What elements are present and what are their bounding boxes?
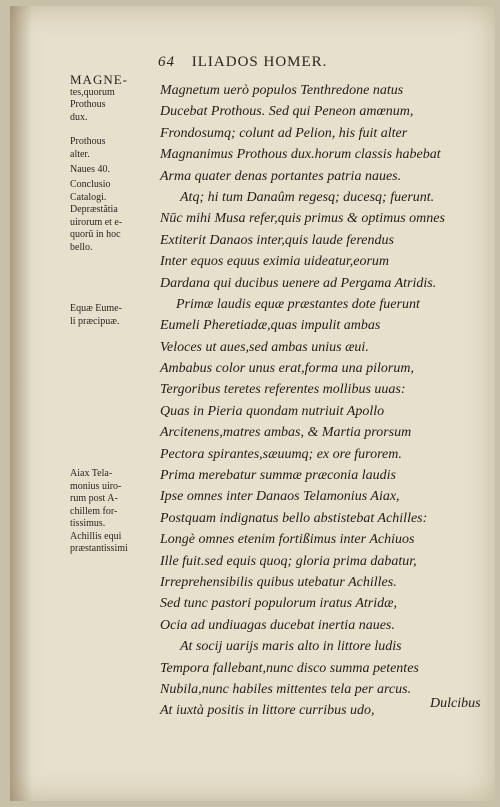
margin-line: dux. — [70, 111, 88, 123]
margin-line: monius uiro- — [70, 480, 122, 492]
margin-line: Depræstãtia — [70, 204, 118, 215]
verse-line: Extiterit Danaos inter,quis laude ferendus — [160, 232, 394, 248]
margin-line: chillem for- — [70, 505, 118, 517]
verse-line: Prima merebatur summæ præconia laudis — [160, 468, 396, 484]
marginal-note-aiax — [70, 468, 146, 556]
verse-line: Nūc mihi Musa refer,quis primus & optimus omnes — [160, 211, 445, 227]
margin-line: Aiax Tela- — [70, 468, 113, 479]
verse-line: Inter equos equus eximia uideatur,eorum — [160, 254, 390, 270]
page-gutter-shadow — [10, 6, 32, 801]
verse-line: Magnanimus Prothous dux.horum classis habebat — [160, 147, 441, 163]
margin-line: bello. — [70, 241, 93, 253]
verse-line: Arcitenens,matres ambas, & Martia prorsum — [160, 425, 412, 441]
verse-line: Ipse omnes inter Danaos Telamonius Aiax, — [160, 489, 400, 505]
marginal-note-prothous — [70, 136, 146, 161]
book-page — [10, 6, 495, 801]
verse-line: Quas in Pieria quondam nutriuit Apollo — [160, 403, 385, 419]
margin-line: li præcipuæ. — [70, 315, 120, 327]
marginal-note-naues — [70, 164, 146, 177]
verse-line: Eumeli Pheretiadæ,quas impulit ambas — [160, 318, 381, 334]
verse-line: Atq; hi tum Danaûm regesq; ducesq; fuerunt. — [180, 189, 435, 205]
margin-line: MAGNE- — [70, 72, 128, 87]
marginal-note-magnetes — [70, 74, 146, 124]
verse-line: Ille fuit.sed equis quoq; gloria prima dabatur, — [160, 553, 417, 569]
margin-line: rum post A- — [70, 493, 118, 504]
verse-line: At socij uarijs maris alto in littore ludis — [180, 639, 402, 655]
verse-line: Tergoribus teretes referentes mollibus uuas: — [160, 382, 406, 398]
verse-line: Ocia ad undiuagas ducebat inertia naues. — [160, 617, 395, 633]
margin-line: Prothous — [70, 136, 106, 147]
verse-line: Pectora spirantes,sæuumq; ex ore furorem. — [160, 446, 402, 462]
verse-line: Irreprehensibilis quibus utebatur Achilles. — [160, 574, 397, 590]
margin-line: Achillis equi — [70, 530, 122, 542]
verse-line: Ducebat Prothous. Sed qui Peneon amœnum, — [160, 104, 414, 120]
margin-line: uirorum et e- — [70, 216, 123, 228]
verse-line: Arma quater denas portantes patria naues. — [160, 168, 402, 184]
verse-line: Magnetum uerò populos Tenthredone natus — [160, 83, 404, 98]
margin-line: Prothous — [70, 99, 106, 110]
margin-line: Conclusio — [70, 179, 111, 190]
margin-line: Catalogi. — [70, 191, 107, 203]
verse-line: Postquam indignatus bello abstistebat Achilles: — [160, 510, 428, 526]
verse-line: At iuxtà positis in littore curribus udo, — [160, 703, 375, 719]
verse-line: Sed tunc pastori populorum iratus Atridæ, — [160, 596, 397, 612]
running-header — [158, 54, 327, 71]
verse-line: Dardana qui ducibus uenere ad Pergama Atridis. — [160, 275, 437, 291]
verse-line: Longè omnes etenim fortißimus inter Achiuos — [160, 532, 415, 548]
page-number: 64 — [158, 54, 175, 70]
margin-line: tissimus. — [70, 518, 106, 529]
margin-line: Equæ Eume- — [70, 303, 122, 314]
verse-line: Nubila,nunc habiles mittentes tela per arcus. — [160, 681, 412, 697]
marginal-note-equae — [70, 303, 146, 328]
catchword: Dulcibus — [430, 696, 481, 711]
verse-line: Frondosumq; colunt ad Pelion, his fuit alter — [160, 125, 408, 141]
margin-line: tes,quorum — [70, 86, 115, 98]
margin-line: præstantissimi — [70, 543, 128, 554]
verse-line: Ambabus color unus erat,forma una pilorum, — [160, 361, 414, 377]
margin-line: quorũ in hoc — [70, 229, 121, 240]
margin-line: Naues 40. — [70, 164, 110, 175]
verse-line: Primæ laudis equæ præstantes dote fuerunt — [176, 296, 420, 312]
verse-line: Veloces ut aues,sed ambas unius æui. — [160, 339, 369, 355]
running-title: ILIADOS HOMER. — [191, 54, 328, 70]
verse-line: Tempora fallebant,nunc disco summa petentes — [160, 660, 419, 676]
verse-text — [160, 80, 490, 722]
margin-line: alter. — [70, 148, 90, 160]
marginal-note-conclusio — [70, 179, 146, 254]
